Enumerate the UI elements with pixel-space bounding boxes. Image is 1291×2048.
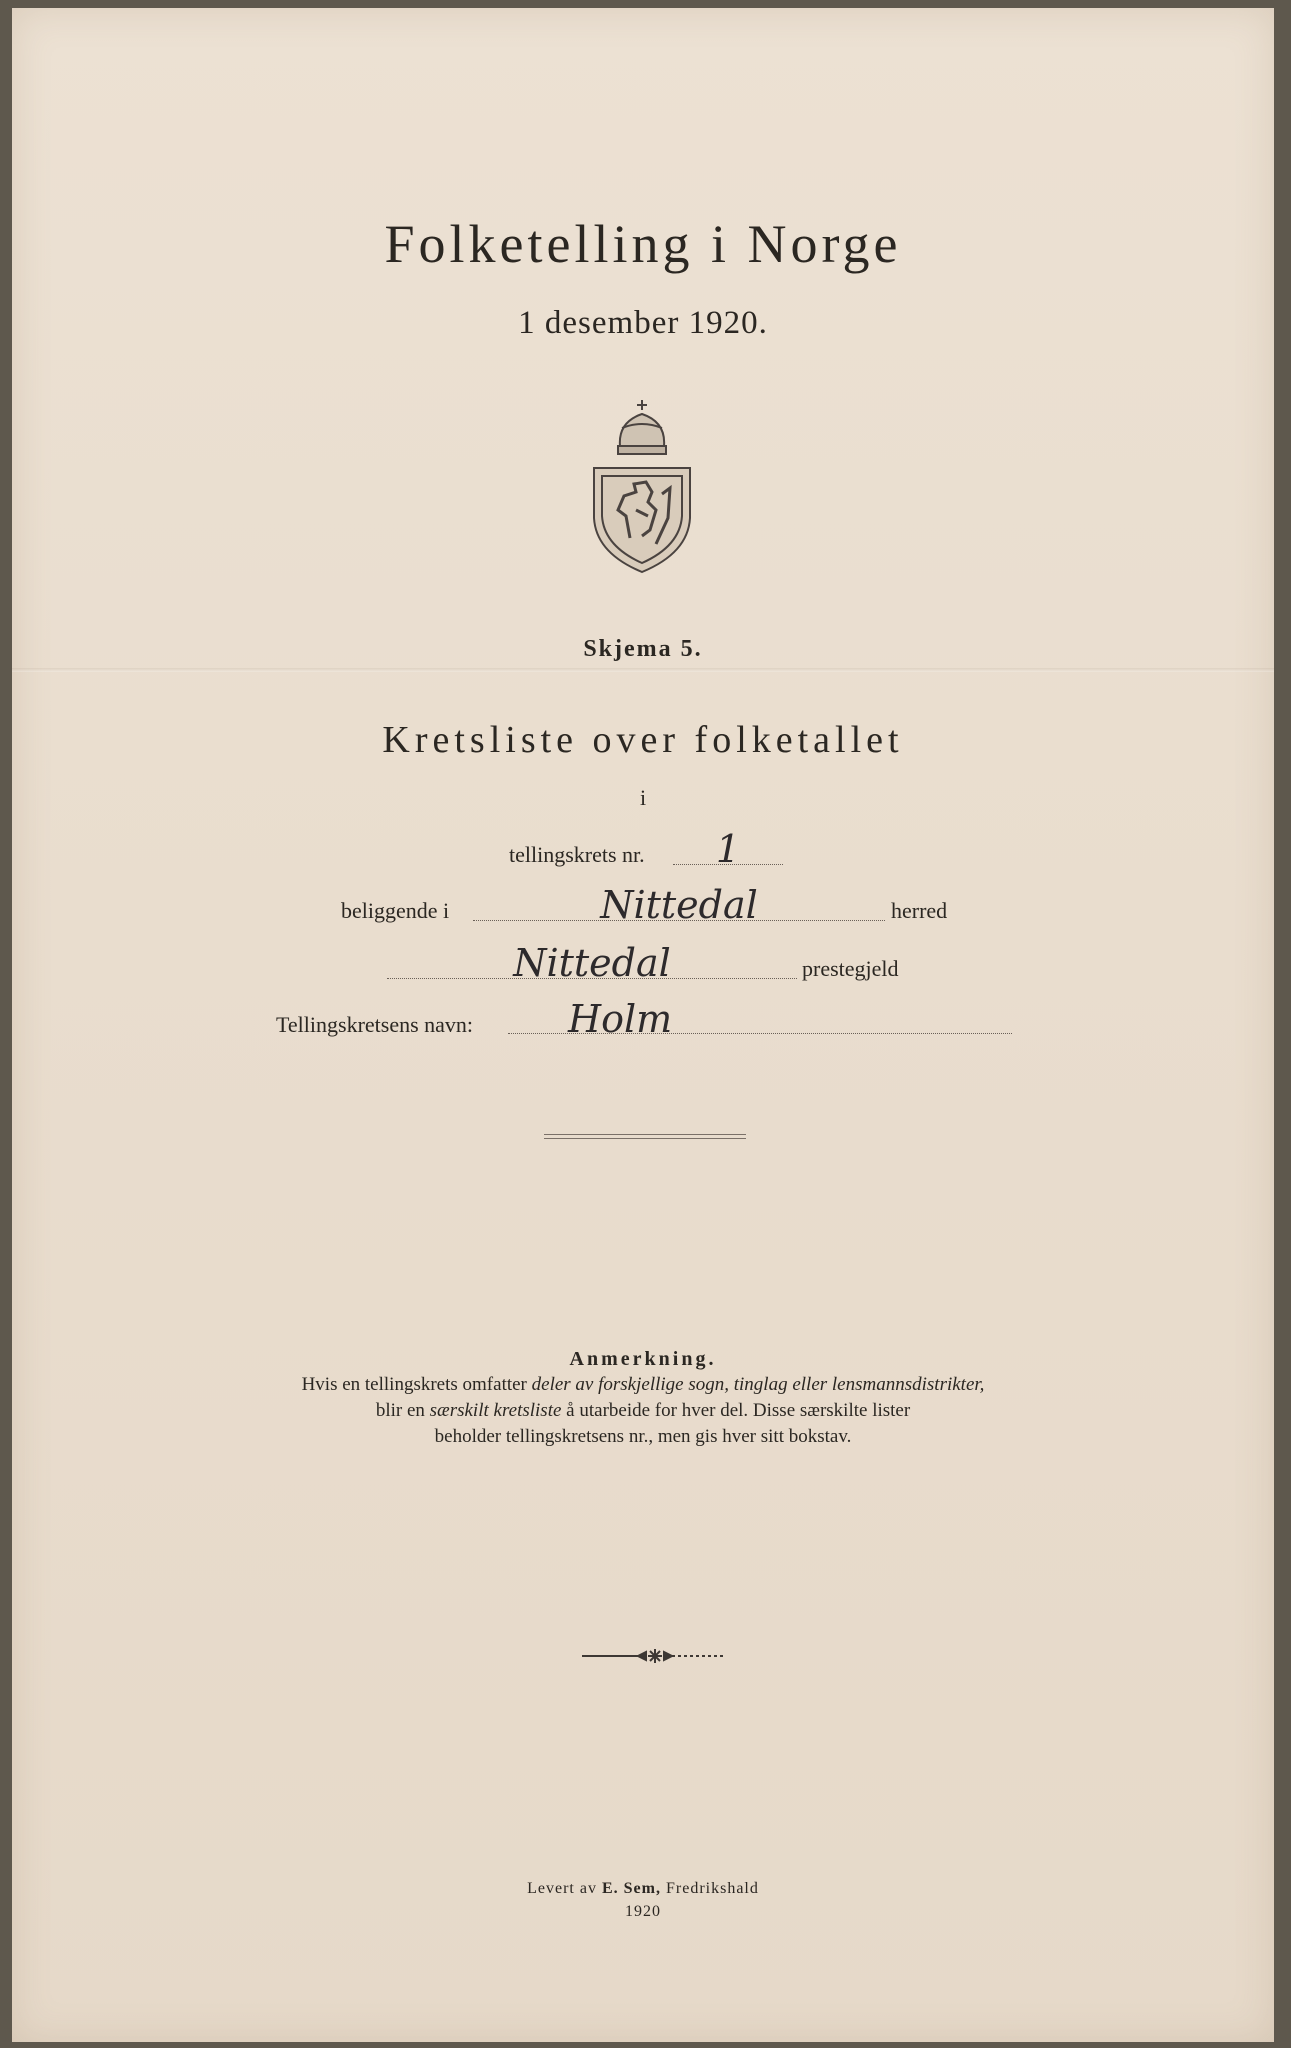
connector-i: i bbox=[639, 785, 647, 810]
printer-name: E. Sem, bbox=[601, 1880, 661, 1897]
prestegjeld-field[interactable]: Nittedal bbox=[387, 948, 797, 979]
note-text: Hvis en tellingskrets omfatter bbox=[301, 1374, 532, 1395]
ornament-divider-icon bbox=[580, 1646, 730, 1666]
divider-rule-top bbox=[544, 1134, 746, 1135]
krets-name-label: Tellingskretsens navn: bbox=[276, 1012, 474, 1037]
note-line-2 bbox=[12, 1398, 1274, 1423]
page-title: Folketelling i Norge bbox=[384, 214, 902, 274]
printer-city: Fredrikshald bbox=[660, 1880, 759, 1897]
divider-rule-bottom bbox=[544, 1138, 746, 1139]
prestegjeld-label: prestegjeld bbox=[802, 956, 899, 981]
form-heading: Kretsliste over folketallet bbox=[382, 719, 904, 761]
krets-number-field[interactable]: 1 bbox=[673, 834, 783, 865]
note-line-1 bbox=[12, 1372, 1274, 1397]
beliggende-label: beliggende i bbox=[341, 898, 450, 923]
herred-field[interactable]: Nittedal bbox=[473, 890, 885, 921]
note-heading: Anmerkning. bbox=[569, 1348, 717, 1370]
paper-fold bbox=[12, 668, 1274, 672]
herred-label: herred bbox=[891, 898, 948, 923]
note-text: å utarbeide for hver del. Disse særskilte lister bbox=[561, 1400, 911, 1421]
printer-year: 1920 bbox=[625, 1903, 661, 1920]
note-line-3: beholder tellingskretsens nr., men gis hver sitt bokstav. bbox=[434, 1426, 852, 1447]
krets-label: tellingskrets nr. bbox=[509, 842, 645, 867]
schema-number: Skjema 5. bbox=[583, 636, 703, 662]
census-form-page bbox=[12, 8, 1274, 2042]
printer-credit bbox=[12, 1880, 1274, 1898]
census-date: 1 desember 1920. bbox=[518, 305, 768, 341]
note-text: blir en bbox=[375, 1400, 430, 1421]
note-emphasis: særskilt kretsliste bbox=[429, 1400, 562, 1421]
coat-of-arms-icon bbox=[590, 398, 694, 574]
printer-prefix: Levert av bbox=[527, 1880, 602, 1897]
note-emphasis: deler av forskjellige sogn, tinglag eller lensmannsdistrikter, bbox=[531, 1374, 985, 1395]
krets-name-field[interactable]: Holm bbox=[508, 1004, 1012, 1034]
